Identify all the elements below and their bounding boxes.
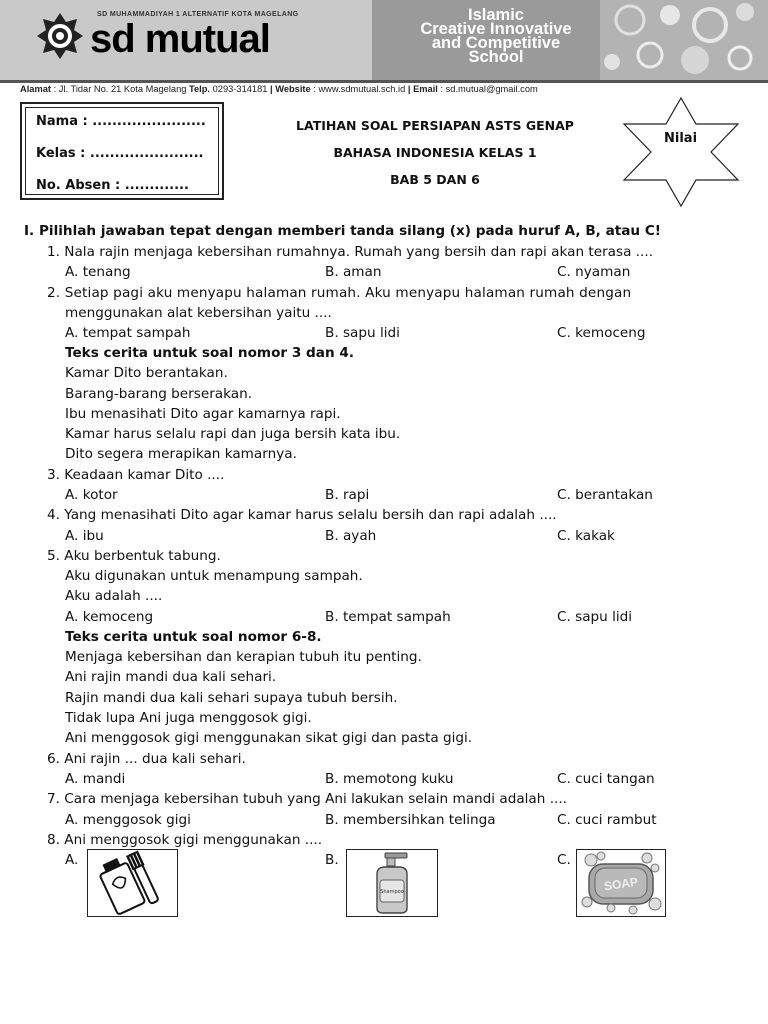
question-4-text: 4. Yang menasihati Dito agar kamar harus selalu bersih dan rapi adalah .... (47, 507, 557, 523)
shampoo-label: Shampoo (380, 889, 404, 895)
q8-option-c[interactable]: C. (557, 852, 571, 868)
score-star-icon (620, 96, 742, 208)
q8-option-a[interactable]: A. (65, 852, 79, 868)
soap-label: SOAP (603, 874, 639, 894)
q3-option-b[interactable]: B. rapi (325, 487, 370, 503)
question-8-text: 8. Ani menggosok gigi menggunakan .... (47, 832, 323, 848)
q2-option-c[interactable]: C. kemoceng (557, 325, 646, 341)
q8-image-b[interactable] (346, 849, 438, 917)
email-value: : sd.mutual@gmail.com (440, 84, 538, 94)
story-2-title: Teks cerita untuk soal nomor 6-8. (65, 629, 322, 645)
story-1-line: Barang-barang berserakan. (65, 386, 253, 402)
q4-option-a[interactable]: A. ibu (65, 528, 104, 544)
q5-option-a[interactable]: A. kemoceng (65, 609, 154, 625)
website-label: Website (275, 84, 311, 94)
telp-label: Telp. (189, 84, 211, 94)
q8-option-b[interactable]: B. (325, 852, 339, 868)
toothpaste-toothbrush-icon (88, 850, 177, 916)
address-value: : Jl. Tidar No. 21 Kota Magelang (53, 84, 187, 94)
story-1-line: Dito segera merapikan kamarnya. (65, 446, 297, 462)
school-brand-name: sd mutual (90, 17, 270, 61)
exam-chapter: BAB 5 DAN 6 (390, 172, 480, 187)
soap-bar-icon (577, 850, 665, 916)
q4-option-c[interactable]: C. kakak (557, 528, 615, 544)
story-1-title: Teks cerita untuk soal nomor 3 dan 4. (65, 345, 354, 361)
question-5-text: 5. Aku berbentuk tabung. (47, 548, 221, 564)
q2-option-b[interactable]: B. sapu lidi (325, 325, 400, 341)
section-heading: I. Pilihlah jawaban tepat dengan memberi tanda silang (x) pada huruf A, B, atau C! (24, 223, 662, 239)
q3-option-a[interactable]: A. kotor (65, 487, 118, 503)
banner-decoration (600, 0, 768, 80)
question-5-text-cont: Aku digunakan untuk menampung sampah. (65, 568, 363, 584)
story-2-line: Rajin mandi dua kali sehari supaya tubuh bersih. (65, 690, 398, 706)
school-official-name: SD MUHAMMADIYAH 1 ALTERNATIF KOTA MAGELANG (97, 11, 299, 18)
exam-title: LATIHAN SOAL PERSIAPAN ASTS GENAP (296, 118, 574, 133)
story-1-line: Kamar Dito berantakan. (65, 365, 228, 381)
motto-line: Creative Innovative (420, 20, 572, 38)
story-2-line: Ani menggosok gigi menggunakan sikat gigi dan pasta gigi. (65, 730, 473, 746)
q8-image-c[interactable] (576, 849, 666, 917)
q7-option-b[interactable]: B. membersihkan telinga (325, 812, 496, 828)
story-1-line: Ibu menasihati Dito agar kamarnya rapi. (65, 406, 341, 422)
q1-option-c[interactable]: C. nyaman (557, 264, 631, 280)
decorative-pattern-icon (600, 0, 768, 80)
email-label: Email (413, 84, 438, 94)
score-label: Nilai (664, 131, 698, 146)
q6-option-b[interactable]: B. memotong kuku (325, 771, 454, 787)
story-2-line: Ani rajin mandi dua kali sehari. (65, 669, 277, 685)
name-field[interactable]: Nama : ....................... (36, 114, 206, 129)
q3-option-c[interactable]: C. berantakan (557, 487, 653, 503)
q7-option-c[interactable]: C. cuci rambut (557, 812, 657, 828)
header-banner (0, 0, 768, 80)
story-1-line: Kamar harus selalu rapi dan juga bersih kata ibu. (65, 426, 401, 442)
question-1-text: 1. Nala rajin menjaga kebersihan rumahnya. Rumah yang bersih dan rapi akan terasa .... (47, 244, 654, 260)
school-contact: Alamat : Jl. Tidar No. 21 Kota Magelang Telp. 0293-314181 | Website : www.sdmutual.sch.id | Email : sd.mutual@gmail.com (20, 84, 538, 94)
motto-line: School (468, 48, 524, 66)
question-2-text: 2. Setiap pagi aku menyapu halaman rumah. Aku menyapu halaman rumah dengan (47, 285, 632, 301)
question-2-text-cont: menggunakan alat kebersihan yaitu .... (65, 305, 332, 321)
exam-subject: BAHASA INDONESIA KELAS 1 (333, 145, 537, 160)
shampoo-bottle-icon (347, 850, 437, 916)
q6-option-c[interactable]: C. cuci tangan (557, 771, 655, 787)
website-value: : www.sdmutual.sch.id (313, 84, 406, 94)
school-logo-icon (36, 12, 84, 60)
class-field[interactable]: Kelas : ....................... (36, 146, 204, 161)
question-7-text: 7. Cara menjaga kebersihan tubuh yang Ani lakukan selain mandi adalah .... (47, 791, 567, 807)
q6-option-a[interactable]: A. mandi (65, 771, 126, 787)
question-5-text-cont: Aku adalah .... (65, 588, 163, 604)
telp-value: 0293-314181 (212, 84, 268, 94)
story-2-line: Tidak lupa Ani juga menggosok gigi. (65, 710, 312, 726)
absence-number-field[interactable]: No. Absen : ............. (36, 178, 189, 193)
question-6-text: 6. Ani rajin ... dua kali sehari. (47, 751, 246, 767)
student-identity-box (20, 102, 224, 200)
q5-option-c[interactable]: C. sapu lidi (557, 609, 633, 625)
q1-option-b[interactable]: B. aman (325, 264, 382, 280)
identity-inner-border (25, 107, 219, 195)
q4-option-b[interactable]: B. ayah (325, 528, 377, 544)
address-label: Alamat (20, 84, 52, 94)
question-3-text: 3. Keadaan kamar Dito .... (47, 467, 225, 483)
header-divider (0, 80, 768, 83)
motto-line: and Competitive (431, 34, 561, 52)
q7-option-a[interactable]: A. menggosok gigi (65, 812, 191, 828)
q5-option-b[interactable]: B. tempat sampah (325, 609, 451, 625)
story-2-line: Menjaga kebersihan dan kerapian tubuh itu penting. (65, 649, 422, 665)
q8-image-a[interactable] (87, 849, 178, 917)
q1-option-a[interactable]: A. tenang (65, 264, 131, 280)
motto-line: Islamic (468, 6, 524, 24)
q2-option-a[interactable]: A. tempat sampah (65, 325, 191, 341)
school-motto (396, 8, 596, 64)
